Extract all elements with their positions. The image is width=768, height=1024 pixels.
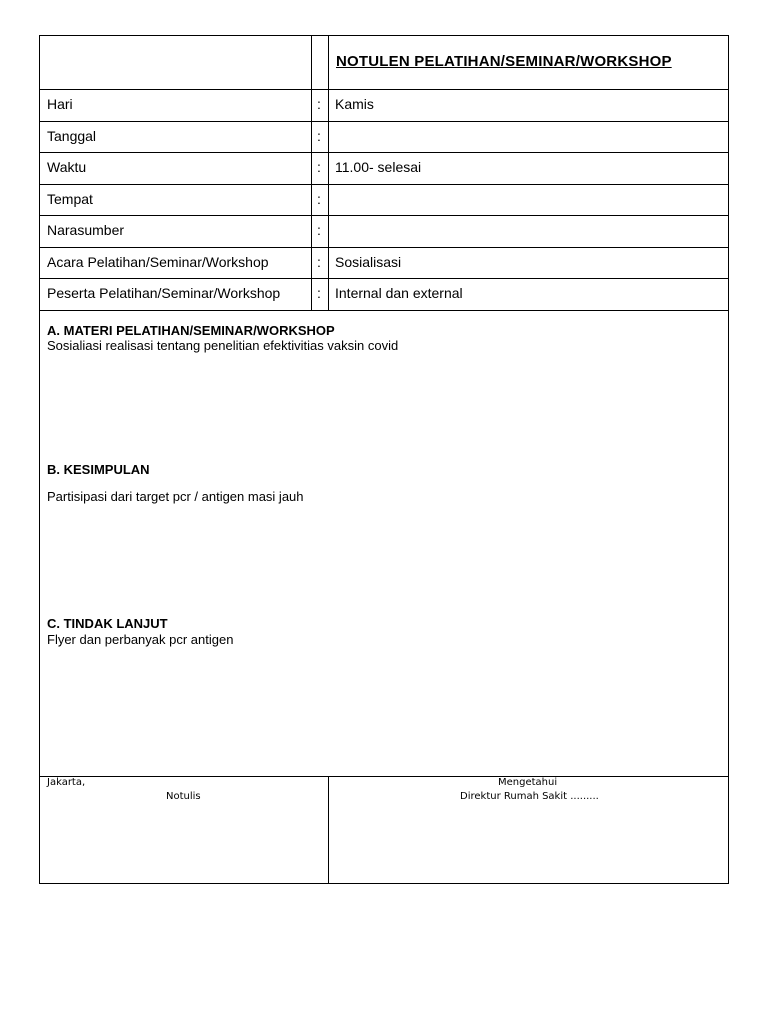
row-label-narasumber: Narasumber <box>47 222 125 238</box>
signature-left-role: Notulis <box>166 791 201 802</box>
divider <box>328 36 329 310</box>
signature-right-heading: Mengetahui <box>498 777 558 788</box>
row-label-tanggal: Tanggal <box>47 128 97 144</box>
row-value-hari: Kamis <box>335 96 374 112</box>
divider <box>40 215 728 216</box>
divider <box>40 278 728 279</box>
divider <box>40 247 728 248</box>
divider <box>40 121 728 122</box>
row-label-hari: Hari <box>47 96 73 112</box>
row-label-waktu: Waktu <box>47 159 87 175</box>
row-sep: : <box>317 96 321 112</box>
notulen-form <box>39 35 729 884</box>
row-sep: : <box>317 159 321 175</box>
document-title: NOTULEN PELATIHAN/SEMINAR/WORKSHOP <box>336 53 672 70</box>
signature-right-role: Direktur Rumah Sakit ......... <box>460 791 599 802</box>
row-value-acara: Sosialisasi <box>335 254 402 270</box>
section-heading-materi: A. MATERI PELATIHAN/SEMINAR/WORKSHOP <box>47 323 335 338</box>
divider <box>40 89 728 90</box>
row-value-peserta: Internal dan external <box>335 285 463 301</box>
divider <box>40 776 728 777</box>
row-label-acara: Acara Pelatihan/Seminar/Workshop <box>47 254 269 270</box>
divider <box>311 36 312 310</box>
row-sep: : <box>317 285 321 301</box>
row-sep: : <box>317 222 321 238</box>
row-label-tempat: Tempat <box>47 191 93 207</box>
section-text-tindak-lanjut: Flyer dan perbanyak pcr antigen <box>47 632 234 647</box>
section-text-kesimpulan: Partisipasi dari target pcr / antigen masi jauh <box>47 489 304 504</box>
row-label-peserta: Peserta Pelatihan/Seminar/Workshop <box>47 285 281 301</box>
divider <box>40 152 728 153</box>
row-sep: : <box>317 191 321 207</box>
divider <box>40 184 728 185</box>
section-text-materi: Sosialiasi realisasi tentang penelitian efektivitias vaksin covid <box>47 338 399 353</box>
row-sep: : <box>317 128 321 144</box>
section-heading-tindak-lanjut: C. TINDAK LANJUT <box>47 616 168 631</box>
signature-place: Jakarta, <box>47 777 86 788</box>
row-value-waktu: 11.00- selesai <box>335 159 422 175</box>
divider <box>40 310 728 311</box>
section-heading-kesimpulan: B. KESIMPULAN <box>47 462 150 477</box>
row-sep: : <box>317 254 321 270</box>
divider <box>328 776 329 884</box>
